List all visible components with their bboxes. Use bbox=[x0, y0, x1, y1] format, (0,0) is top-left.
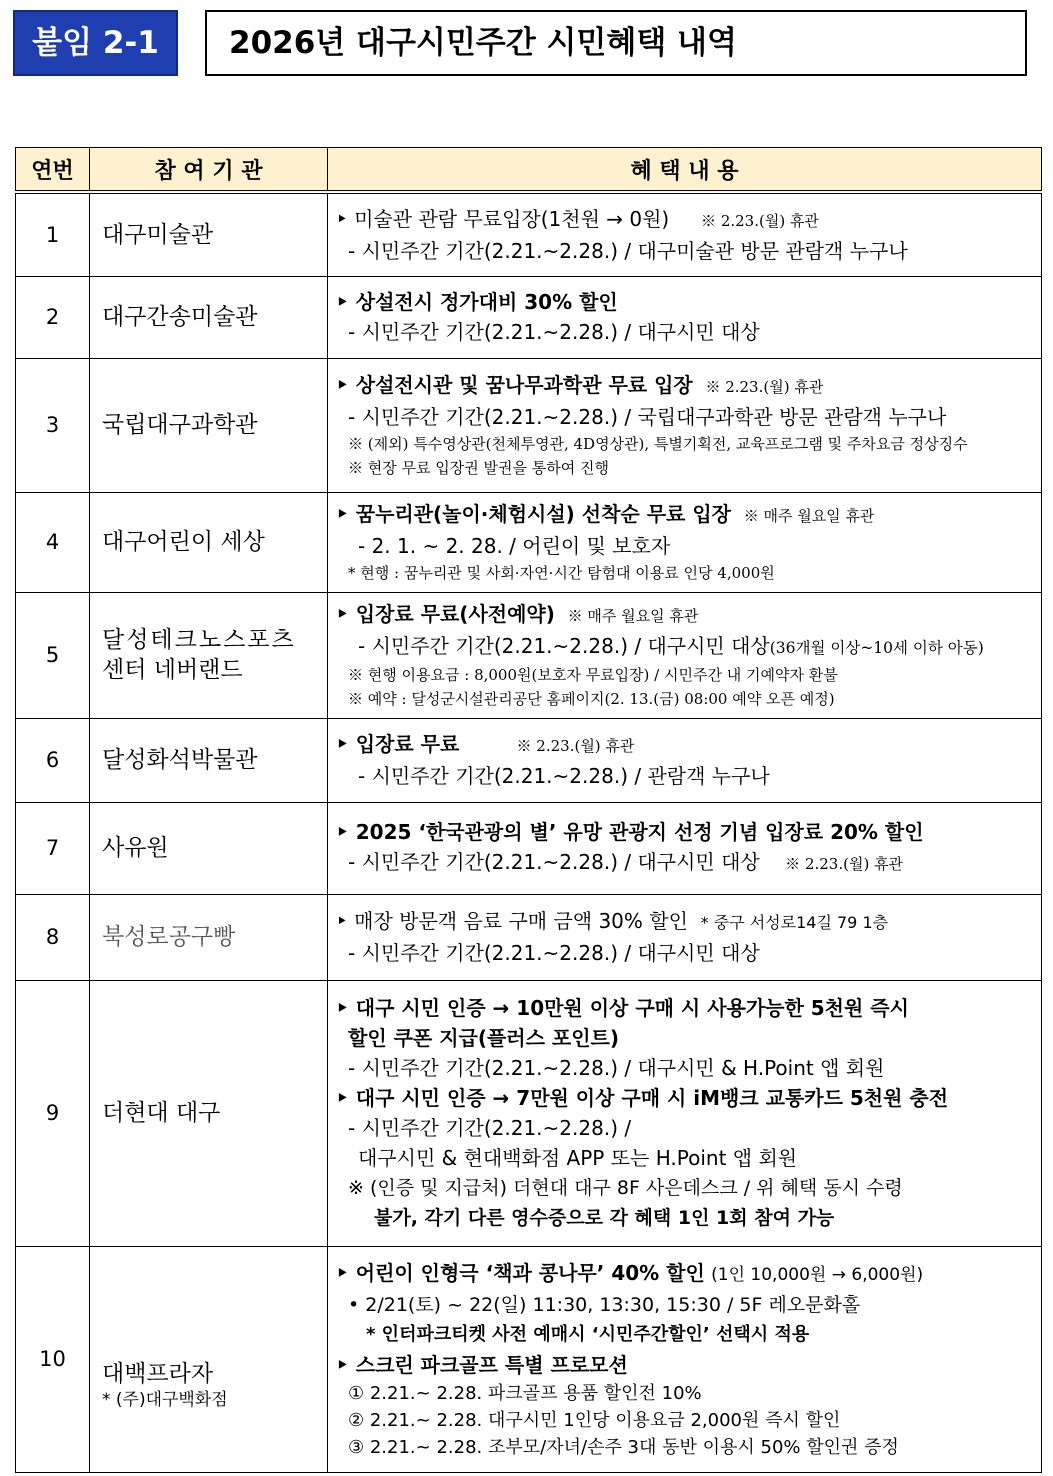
row-no: 7 bbox=[16, 802, 90, 894]
row-org: 달성화석박물관 bbox=[90, 718, 328, 802]
row-no: 2 bbox=[16, 276, 90, 358]
row-no: 8 bbox=[16, 894, 90, 980]
fee-note: * 현행 : 꿈누리관 및 사회·자연·시간 탐험대 이용료 인당 4,000원 bbox=[348, 564, 775, 582]
table-row bbox=[16, 276, 1042, 358]
target-line: 대구시민 & 현대백화점 APP 또는 H.Point 앱 회원 bbox=[358, 1146, 798, 1170]
promo-item-2: ② 2.21.~ 2.28. 대구시민 1인당 이용요금 2,000원 즉시 할인 bbox=[348, 1409, 841, 1431]
benefit-line: ‣ 꿈누리관(놀이·체험시설) 선착순 무료 입장 bbox=[336, 502, 731, 526]
row-content bbox=[328, 1246, 1042, 1472]
period-line: - 시민주간 기간(2.21.~2.28.) / 대구시민 대상 bbox=[348, 941, 760, 965]
table-header-row bbox=[16, 148, 1042, 193]
period-line: - 2. 1. ~ 2. 28. / 어린이 및 보호자 bbox=[358, 534, 671, 558]
org-line-1: 달성테크노스포츠 bbox=[102, 627, 296, 653]
closure-note: ※ 2.23.(월) 휴관 bbox=[516, 737, 635, 755]
table-row bbox=[16, 492, 1042, 592]
age-note: (36개월 이상~10세 이하 아동) bbox=[769, 639, 984, 657]
benefit-line: ‣ 상설전시 정가대비 30% 할인 bbox=[336, 290, 618, 314]
benefit-line: ‣ 대구 시민 인증 → 10만원 이상 구매 시 사용가능한 5천원 즉시 bbox=[336, 996, 909, 1020]
closure-note: ※ 매주 월요일 휴관 bbox=[567, 607, 699, 625]
benefit-line-2: ‣ 대구 시민 인증 → 7만원 이상 구매 시 iM뱅크 교통카드 5천원 충전 bbox=[336, 1086, 949, 1110]
row-content bbox=[328, 718, 1042, 802]
closure-note: ※ 2.23.(월) 휴관 bbox=[701, 211, 819, 230]
table-row bbox=[16, 192, 1042, 276]
table-row bbox=[16, 1246, 1042, 1472]
row-org: 대구미술관 bbox=[90, 192, 328, 276]
period-line: - 시민주간 기간(2.21.~2.28.) / 대구시민 대상 bbox=[348, 320, 760, 344]
org-sub: * (주)대구백화점 bbox=[102, 1390, 228, 1410]
row-no: 6 bbox=[16, 718, 90, 802]
row-no: 10 bbox=[16, 1246, 90, 1472]
row-content bbox=[328, 980, 1042, 1246]
row-org bbox=[90, 1246, 328, 1472]
price-note: (1인 10,000원 → 6,000원) bbox=[711, 1264, 924, 1285]
benefit-line: ‣ 미술관 관람 무료입장(1천원 → 0원) bbox=[336, 206, 670, 231]
period-line: - 시민주간 기간(2.21.~2.28.) / 대구시민 대상 bbox=[348, 850, 760, 874]
period-line: - 시민주간 기간(2.21.~2.28.) / 대구시민 대상 bbox=[358, 634, 770, 658]
promo-item-1: ① 2.21.~ 2.28. 파크골프 용품 할인전 10% bbox=[348, 1382, 702, 1404]
period-line-2: - 시민주간 기간(2.21.~2.28.) / bbox=[348, 1116, 632, 1140]
closure-note: ※ 2.23.(월) 휴관 bbox=[705, 378, 824, 396]
table-row bbox=[16, 980, 1042, 1246]
location-note-cont: 불가, 각기 다른 영수증으로 각 혜택 1인 1회 참여 가능 bbox=[374, 1207, 835, 1229]
closure-note: ※ 2.23.(월) 휴관 bbox=[785, 855, 904, 873]
closure-note: ※ 매주 월요일 휴관 bbox=[743, 507, 875, 525]
table-row bbox=[16, 894, 1042, 980]
row-content bbox=[328, 492, 1042, 592]
table-row bbox=[16, 358, 1042, 492]
benefit-line: ‣ 입장료 무료 bbox=[336, 732, 460, 756]
row-org: 더현대 대구 bbox=[90, 980, 328, 1246]
row-org: 북성로공구빵 bbox=[90, 894, 328, 980]
benefits-table bbox=[15, 147, 1042, 1473]
benefit-line-cont: 할인 쿠폰 지급(플러스 포인트) bbox=[348, 1026, 620, 1050]
row-content bbox=[328, 276, 1042, 358]
row-no: 4 bbox=[16, 492, 90, 592]
period-line: - 시민주간 기간(2.21.~2.28.) / 대구시민 & H.Point 앱 회원 bbox=[348, 1056, 885, 1080]
booking-note: * 인터파크티켓 사전 예매시 ‘시민주간할인’ 선택시 적용 bbox=[366, 1323, 810, 1345]
header-no: 연번 bbox=[16, 148, 90, 193]
page-title: 2026년 대구시민주간 시민혜택 내역 bbox=[205, 10, 1027, 76]
row-no: 1 bbox=[16, 192, 90, 276]
header-org: 참 여 기 관 bbox=[90, 148, 328, 193]
period-line: - 시민주간 기간(2.21.~2.28.) / 국립대구과학관 방문 관람객 누구나 bbox=[348, 405, 947, 429]
benefit-line: ‣ 상설전시관 및 꿈나무과학관 무료 입장 bbox=[336, 373, 693, 397]
row-content bbox=[328, 592, 1042, 718]
row-content bbox=[328, 358, 1042, 492]
row-org: 대구어린이 세상 bbox=[90, 492, 328, 592]
row-no: 9 bbox=[16, 980, 90, 1246]
row-no: 5 bbox=[16, 592, 90, 718]
header-content: 혜 택 내 용 bbox=[328, 148, 1042, 193]
row-org: 사유원 bbox=[90, 802, 328, 894]
schedule-line: • 2/21(토) ~ 22(일) 11:30, 13:30, 15:30 / 5F 레오문화홀 bbox=[348, 1293, 861, 1316]
fee-note: ※ 현행 이용요금 : 8,000원(보호자 무료입장) / 시민주간 내 기예약자 환불 bbox=[348, 666, 838, 684]
benefit-line: ‣ 입장료 무료(사전예약) bbox=[336, 602, 555, 626]
org-name: 대백프라자 bbox=[102, 1361, 214, 1387]
row-no: 3 bbox=[16, 358, 90, 492]
row-content bbox=[328, 894, 1042, 980]
row-org bbox=[90, 592, 328, 718]
period-line: - 시민주간 기간(2.21.~2.28.) / 대구미술관 방문 관람객 누구나 bbox=[348, 238, 908, 263]
promo-item-3: ③ 2.21.~ 2.28. 조부모/자녀/손주 3대 동반 이용시 50% 할인권 증정 bbox=[348, 1436, 899, 1458]
table-row bbox=[16, 718, 1042, 802]
benefit-line: ‣ 어린이 인형극 ‘책과 콩나무’ 40% 할인 bbox=[336, 1260, 705, 1285]
benefit-line-2: ‣ 스크린 파크골프 특별 프로모션 bbox=[336, 1352, 628, 1377]
row-content bbox=[328, 802, 1042, 894]
row-org: 대구간송미술관 bbox=[90, 276, 328, 358]
attachment-badge: 붙임 2-1 bbox=[13, 10, 178, 76]
reservation-note: ※ 예약 : 달성군시설관리공단 홈페이지(2. 13.(금) 08:00 예약 오픈 예정) bbox=[348, 690, 835, 708]
location-note: ※ (인증 및 지급처) 더현대 대구 8F 사은데스크 / 위 혜택 동시 수령 bbox=[348, 1177, 903, 1199]
address-note: * 중구 서성로14길 79 1층 bbox=[700, 913, 889, 932]
exclusion-note: ※ (제외) 특수영상관(천체투영관, 4D영상관), 특별기획전, 교육프로그램 및 주차요금 정상징수 bbox=[348, 435, 968, 453]
period-line: - 시민주간 기간(2.21.~2.28.) / 관람객 누구나 bbox=[358, 764, 770, 788]
benefit-line: ‣ 2025 ‘한국관광의 별’ 유망 관광지 선정 기념 입장료 20% 할인 bbox=[336, 820, 924, 844]
benefit-line: ‣ 매장 방문객 음료 구매 금액 30% 할인 bbox=[336, 909, 688, 933]
row-org: 국립대구과학관 bbox=[90, 358, 328, 492]
table-row bbox=[16, 592, 1042, 718]
ticket-note: ※ 현장 무료 입장권 발권을 통하여 진행 bbox=[348, 459, 609, 477]
table-row bbox=[16, 802, 1042, 894]
org-line-2: 센터 네버랜드 bbox=[102, 657, 243, 683]
row-content bbox=[328, 192, 1042, 276]
